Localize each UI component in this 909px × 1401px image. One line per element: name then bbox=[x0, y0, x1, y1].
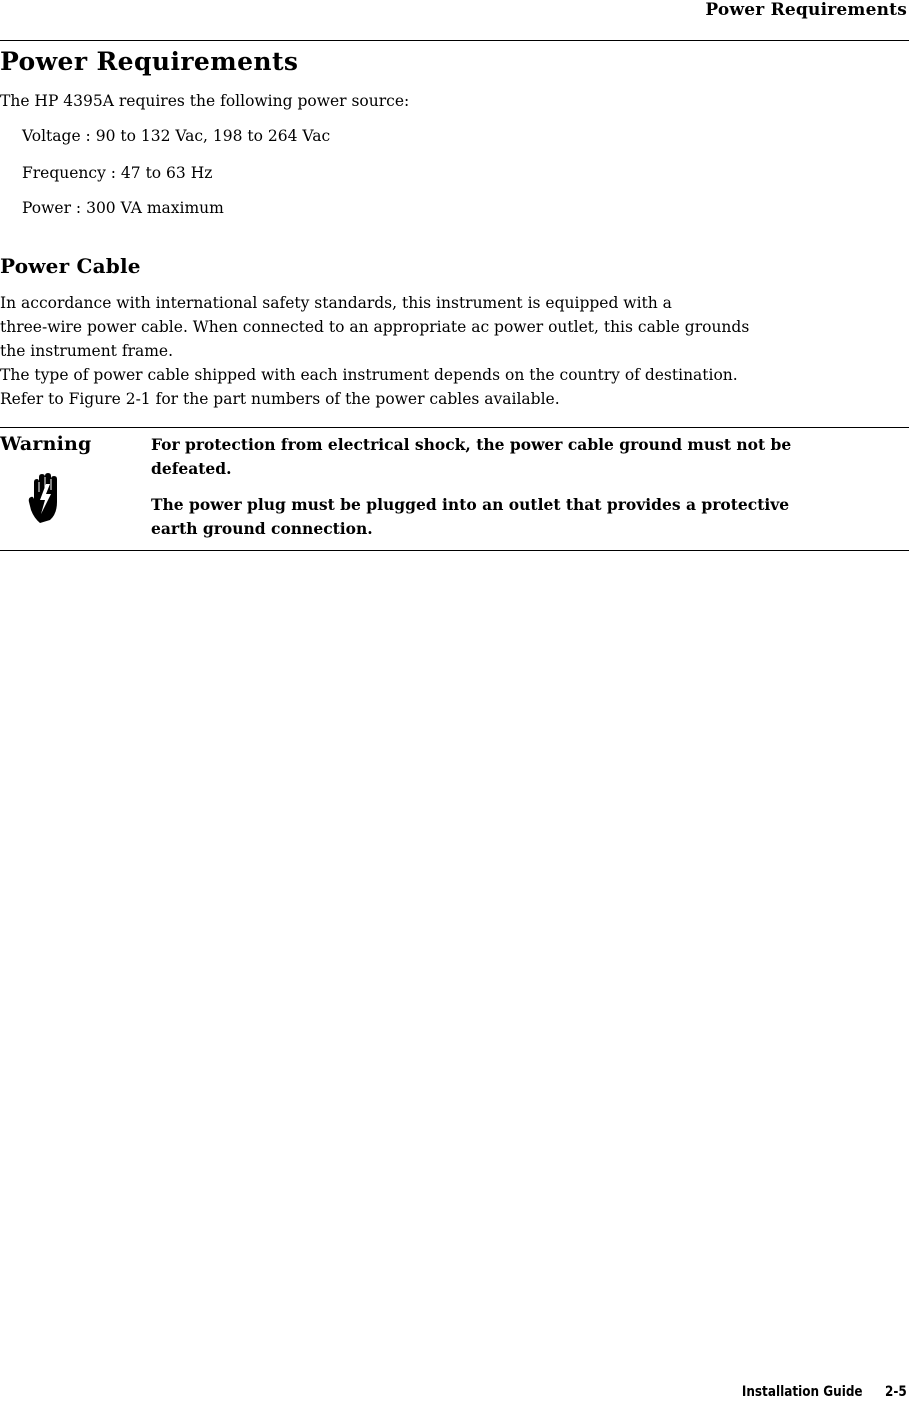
paragraph-line: Refer to Figure 2-1 for the part numbers of the power cables available. bbox=[0, 390, 560, 408]
spec-frequency bbox=[22, 162, 212, 184]
power-cable-paragraph-2 bbox=[0, 363, 909, 411]
spec-label: Voltage : bbox=[22, 127, 91, 145]
header-rule bbox=[0, 40, 909, 41]
spec-value: 300 VA maximum bbox=[86, 199, 224, 217]
power-intro: The HP 4395A requires the following power source: bbox=[0, 92, 410, 110]
paragraph-line: the instrument frame. bbox=[0, 342, 174, 360]
paragraph-line: In accordance with international safety standards, this instrument is equipped with a bbox=[0, 294, 672, 312]
warning-label: Warning bbox=[0, 433, 92, 455]
paragraph-line: three-wire power cable. When connected to an appropriate ac power outlet, this cable grounds bbox=[0, 318, 750, 336]
warning-text-2 bbox=[151, 493, 901, 541]
warning-line: earth ground connection. bbox=[151, 519, 373, 538]
power-cable-paragraph-1 bbox=[0, 291, 909, 363]
footer-section: Installation Guide bbox=[742, 1384, 863, 1400]
warning-top-rule bbox=[0, 427, 909, 428]
spec-label: Power : bbox=[22, 199, 82, 217]
spec-power bbox=[22, 197, 224, 219]
warning-line: The power plug must be plugged into an outlet that provides a protective bbox=[151, 495, 790, 514]
section-title-power-cable: Power Cable bbox=[0, 254, 141, 278]
spec-label: Frequency : bbox=[22, 164, 116, 182]
section-title-power-requirements: Power Requirements bbox=[0, 47, 299, 76]
running-header: Power Requirements bbox=[705, 0, 907, 20]
warning-line: For protection from electrical shock, the power cable ground must not be bbox=[151, 435, 792, 454]
spec-value: 47 to 63 Hz bbox=[120, 164, 213, 182]
page-number: 2-5 bbox=[885, 1384, 907, 1400]
page-footer bbox=[742, 1383, 907, 1401]
warning-text-1 bbox=[151, 433, 901, 481]
hand-shock-icon bbox=[28, 472, 60, 524]
spec-voltage bbox=[22, 125, 330, 147]
warning-bottom-rule bbox=[0, 550, 909, 551]
spec-value: 90 to 132 Vac, 198 to 264 Vac bbox=[95, 127, 331, 145]
paragraph-line: The type of power cable shipped with each instrument depends on the country of destination. bbox=[0, 366, 738, 384]
warning-line: defeated. bbox=[151, 459, 232, 478]
